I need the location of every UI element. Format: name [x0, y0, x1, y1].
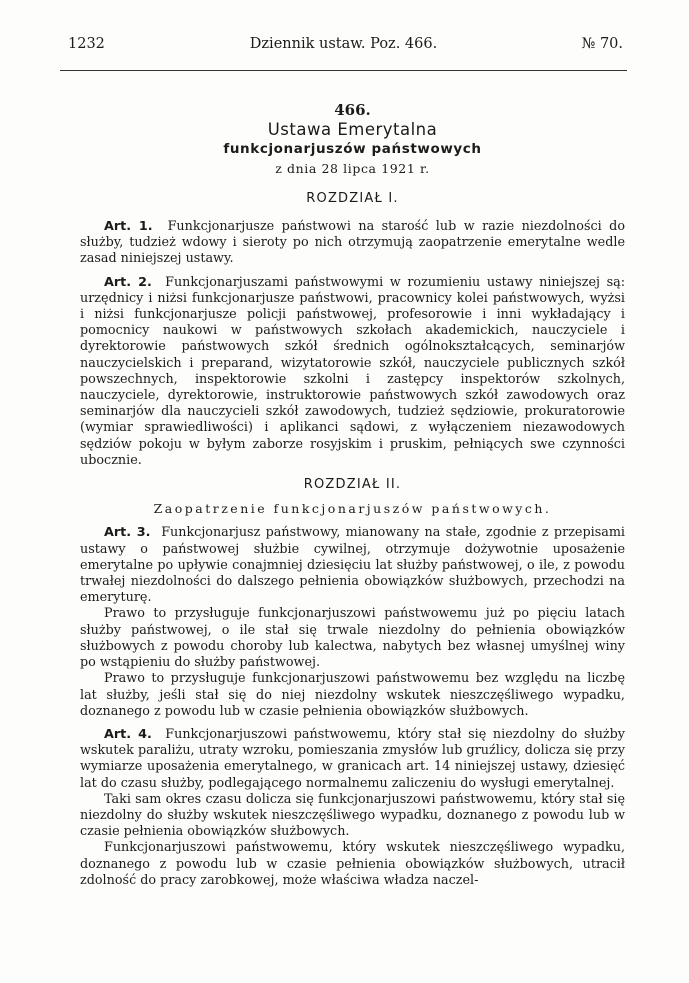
- page-header: [60, 36, 627, 58]
- act-date: z dnia 28 lipca 1921 r.: [275, 160, 430, 176]
- chapter-1-heading: ROZDZIAŁ I.: [306, 190, 399, 206]
- article-2-text: Funkcjonarjuszami państwowymi w rozumieniu ustawy niniejszej są: urzędnicy i niżsi funkcjonarjusze państwowi, pracownicy kolei państwowych, wyżsi i niżsi funkcjonarjusze policji państwowej, profesorowie i inni wykładający i pomocnicy naukowi w państwowych szkołach akademickich, nauczyciele i dyrektorowie państwowych szkół średnich ogólnokształcących, seminarjów nauczycielskich i preparand, wizytatorowie szkół, nauczyciele publicznych szkół powszechnych, inspektorowie szkolni i zastępcy inspektorów szkolnych, nauczyciele, dyrektorowie, instruktorowie państwowych szkół zawodowych oraz seminarjów dla nauczycieli szkół zawodowych, tudzież sędziowie, prokuratorowie (wymiar sprawiedliwości) i aplikanci sądowi, z wyłączeniem niezawodowych sędziów pokoju w byłym zaborze rosyjskim i pruskim, pełniących swe czynności ubocznie.: [80, 274, 626, 468]
- article-3: [80, 525, 625, 606]
- page-number: 1232: [68, 36, 105, 52]
- act-subtitle: funkcjonarjuszów państwowych: [223, 141, 482, 158]
- article-2-label: Art. 2.: [104, 274, 152, 290]
- article-1: [80, 219, 625, 268]
- article-4: [80, 727, 625, 792]
- article-4-paragraph-2: Taki sam okres czasu dolicza się funkcjonarjuszowi państwowemu, który stał się niezdolny do służby wskutek nieszczęśliwego wypadku, doznanego z powodu lub w czasie pełnienia obowiązków służbowych.: [80, 791, 625, 840]
- chapter-2-heading: ROZDZIAŁ II.: [303, 477, 402, 493]
- article-1-text: Funkcjonarjusze państwowi na starość lub w razie niezdolności do służby, tudzież wdowy i sieroty po nich otrzymują zaopatrzenie emerytalne wedle zasad niniejszej ustawy.: [80, 219, 625, 267]
- act-number: 466.: [334, 101, 371, 119]
- article-3-paragraph-3: Prawo to przysługuje funkcjonarjuszowi państwowemu bez względu na liczbę lat służby, jeśli stał się do niej niezdolny wskutek nieszczęśliwego wypadku, doznanego z powodu lub w czasie pełnienia obowiązków służbowych.: [80, 671, 625, 719]
- header-rule: [60, 70, 627, 71]
- chapter-2-title: Zaopatrzenie funkcjonarjuszów państwowych.: [153, 501, 552, 517]
- article-1-label: Art. 1.: [104, 219, 153, 235]
- article-4-label: Art. 4.: [104, 726, 152, 742]
- article-2: [80, 275, 625, 469]
- article-4-paragraph-3: Funkcjonarjuszowi państwowemu, który wskutek nieszczęśliwego wypadku, doznanego z powodu lub w czasie pełnienia obowiązków służbowych, utracił zdolność do pracy zarobkowej, może właściwa władza naczel-: [80, 840, 625, 888]
- article-4-text: Funkcjonarjuszowi państwowemu, który stał się niezdolny do służby wskutek paraliżu, utraty wzroku, pomieszania zmysłów lub gruźlicy, dolicza się przy wymiarze uposażenia emerytalnego, w granicach art. 14 niniejszej ustawy, dziesięć lat do czasu służby, podlegającego normalnemu zaliczeniu do wysługi emerytalnej.: [80, 726, 626, 791]
- act-title: Ustawa Emerytalna: [267, 120, 438, 140]
- article-3-paragraph-2: Prawo to przysługuje funkcjonarjuszowi państwowemu już po pięciu latach służby państwowej, o ile stał się trwale niezdolny do pełnienia obowiązków służbowych z powodu choroby lub kalectwa, nabytych bez własnej umyślnej winy po wstąpieniu do służby państwowej.: [80, 606, 625, 671]
- article-3-label: Art. 3.: [104, 525, 151, 541]
- document-body: [80, 102, 625, 889]
- article-3-text: Funkcjonarjusz państwowy, mianowany na stałe, zgodnie z przepisami ustawy o państwowej służbie cywilnej, otrzymuje dożywotnie uposażenie emerytalne po upływie conajmniej dziesięciu lat służby państwowej, o ile, z powodu trwałej niezdolności do dalszego pełnienia obowiązków służbowych, przechodzi na emeryturę.: [80, 525, 626, 606]
- issue-number: № 70.: [581, 36, 623, 52]
- journal-title: Dziennik ustaw. Poz. 466.: [249, 36, 438, 52]
